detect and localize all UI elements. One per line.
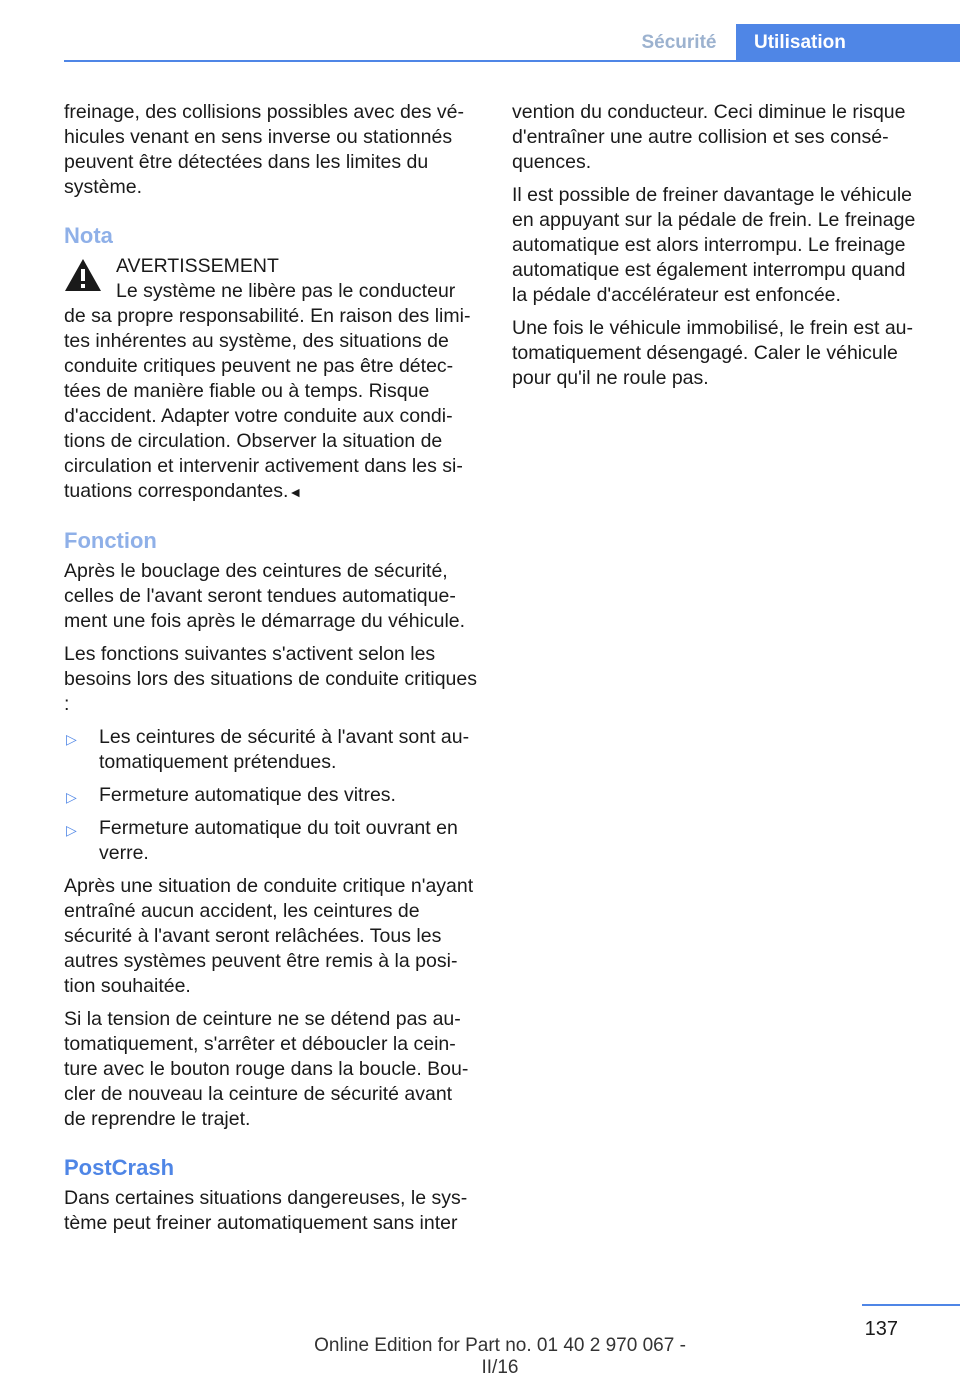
list-item-text: Fermeture automatique des vitres. xyxy=(99,784,396,806)
left-column xyxy=(64,100,478,1244)
list-item xyxy=(64,816,478,866)
triangle-right-outline-icon: ▷ xyxy=(66,731,77,747)
fonction-heading: Fonction xyxy=(64,528,157,553)
edition-footer: Online Edition for Part no. 01 40 2 970 067 - II/16 xyxy=(314,1335,686,1378)
header-tabs xyxy=(0,24,960,62)
intro-paragraph: freinage, des collisions possibles avec des véhicules venant en sens inverse ou stationnés peuvent être détectées dans les limites du système. xyxy=(64,101,464,198)
list-item xyxy=(64,783,478,808)
list-item-text: Les ceintures de sécurité à l'avant sont automatiquement prétendues. xyxy=(99,726,470,773)
triangle-right-outline-icon: ▷ xyxy=(66,822,77,838)
fonction-paragraph-1: Après le bouclage des ceintures de sécurité, celles de l'avant seront tendues automatiquement une fois après le démarrage du véhicule. xyxy=(64,560,466,632)
fonction-bullet-list xyxy=(64,725,478,866)
warning-first-line: Le système ne libère pas le conducteur xyxy=(116,280,456,302)
postcrash-paragraph-continued: vention du conducteur. Ceci diminue le risque d'entraîner une autre collision et ses conséquences. xyxy=(512,101,906,173)
fonction-paragraph-4: Si la tension de ceinture ne se détend pas automatiquement, s'arrêter et déboucler la ceinture avec le bouton rouge dans la boucle. Boucler de nouveau la ceinture de sécurité avant de reprendre le trajet. xyxy=(64,1008,469,1130)
list-item xyxy=(64,725,478,775)
chapter-tab: Utilisation xyxy=(736,24,960,62)
nota-heading: Nota xyxy=(64,223,113,248)
postcrash-paragraph-1: Dans certaines situations dangereuses, le système peut freiner automatiquement sans inter xyxy=(64,1187,468,1234)
end-mark-icon: ◄ xyxy=(288,484,303,500)
warning-title: AVERTISSEMENT xyxy=(116,255,279,277)
postcrash-paragraph-3: Une fois le véhicule immobilisé, le frein est automatiquement désengagé. Caler le véhicule pour qu'il ne roule pas. xyxy=(512,317,914,389)
fonction-paragraph-3: Après une situation de conduite critique n'ayant entraîné aucun accident, les ceintures de sécurité à l'avant seront relâchées. Tous les autres systèmes peuvent être remis à la position souhaitée. xyxy=(64,875,474,997)
postcrash-paragraph-2: Il est possible de freiner davantage le véhicule en appuyant sur la pédale de frein. Le freinage automatique est alors interrompu. Le freinage automatique est également interrompu quand la pédale d'accélérateur est enfoncée. xyxy=(512,184,916,306)
fonction-paragraph-2: Les fonctions suivantes s'activent selon les besoins lors des situations de conduite critiques : xyxy=(64,643,477,715)
right-column xyxy=(512,100,926,399)
list-item-text: Fermeture automatique du toit ouvrant en verre. xyxy=(99,817,458,864)
warning-text xyxy=(64,304,478,505)
warning-body: de sa propre responsabilité. En raison des limites inhérentes au système, des situations de conduite critiques peuvent ne pas être détectées de manière fiable ou à temps. Risque d'accident. Adapter votre conduite aux conditions de circulation. Observer la situation de circulation et intervenir activement dans les situations correspondantes. xyxy=(64,305,471,502)
warning-triangle-icon xyxy=(64,258,102,292)
postcrash-heading: PostCrash xyxy=(64,1155,175,1180)
triangle-right-outline-icon: ▷ xyxy=(66,789,77,805)
warning-block xyxy=(64,254,478,505)
page-number: 137 xyxy=(864,1318,898,1340)
header-rule xyxy=(64,60,960,62)
footer-rule xyxy=(862,1304,960,1306)
section-tab: Sécurité xyxy=(641,32,717,53)
